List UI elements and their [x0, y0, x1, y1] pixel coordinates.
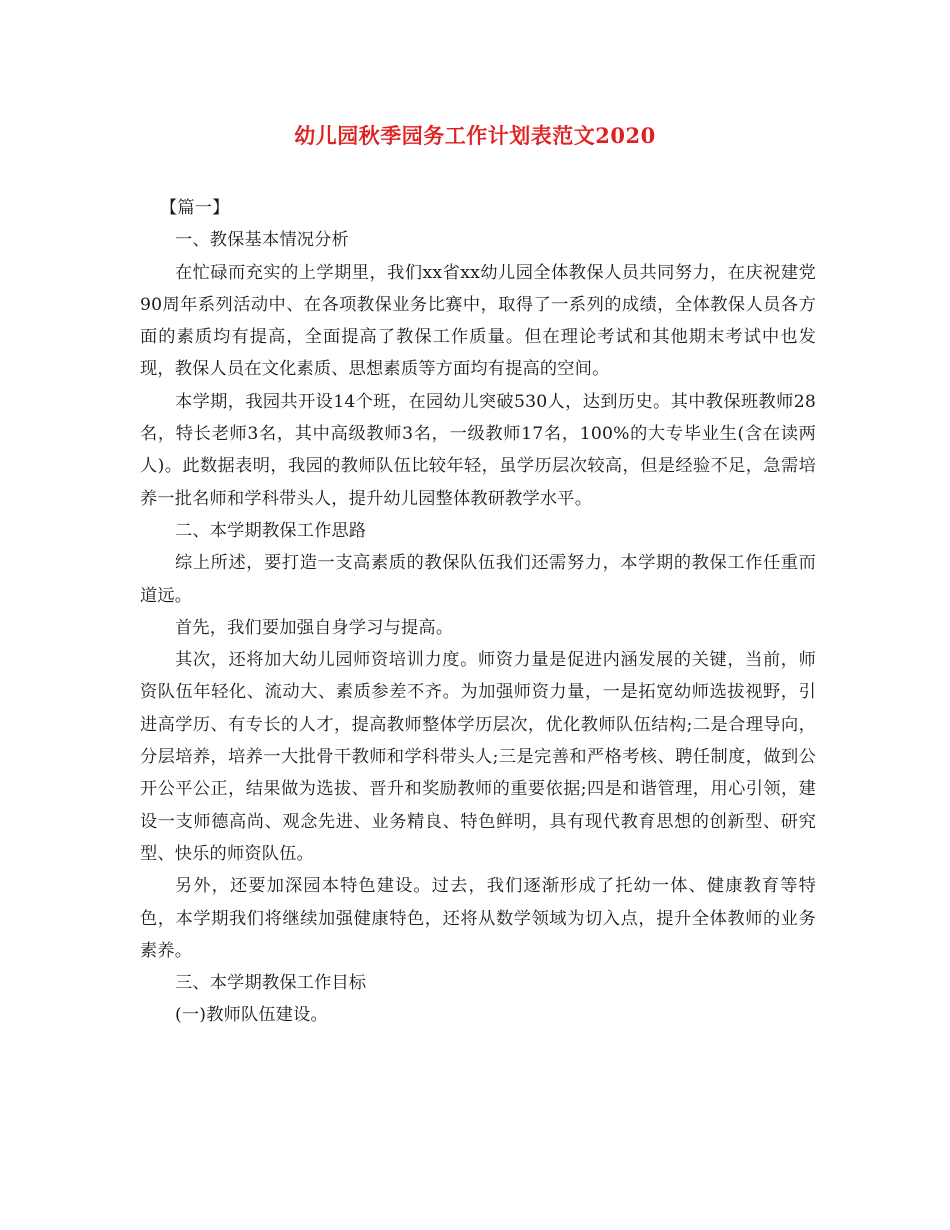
paragraph: 其次，还将加大幼儿园师资培训力度。师资力量是促进内涵发展的关键，当前，师资队伍年轻化、流动大、素质参差不齐。为加强师资力量，一是拓宽幼师选拔视野，引进高学历、有专长的人才，提高教师整体学历层次，优化教师队伍结构;二是合理导向，分层培养，培养一大批骨干教师和学科带头人;三是完善和严格考核、聘任制度，做到公开公平公正，结果做为选拔、晋升和奖励教师的重要依据;四是和谐管理，用心引领，建设一支师德高尚、观念先进、业务精良、特色鲜明，具有现代教育思想的创新型、研究型、快乐的师资队伍。: [140, 650, 816, 864]
section-marker: 【篇一】: [160, 198, 230, 218]
page-title: 幼儿园秋季园务工作计划表范文2020: [294, 123, 656, 148]
paragraph: 二、本学期教保工作思路: [175, 520, 367, 541]
paragraph: 本学期，我园共开设14个班，在园幼儿突破530人，达到历史。其中教保班教师28名，特长老师3名，其中高级教师3名，一级教师17名，100%的大专毕业生(含在读两人)。此数据表明，我园的教师队伍比较年轻，虽学历层次较高，但是经验不足，急需培养一批名师和学科带头人，提升幼儿园整体教研教学水平。: [140, 391, 816, 509]
paragraph: 另外，还要加深园本特色建设。过去，我们逐渐形成了托幼一体、健康教育等特色，本学期我们将继续加强健康特色，还将从数学领域为切入点，提升全体教师的业务素养。: [140, 876, 816, 961]
paragraph: 一、教保基本情况分析: [175, 230, 349, 251]
paragraph: 三、本学期教保工作目标: [175, 973, 367, 994]
paragraph: 首先，我们要加强自身学习与提高。: [175, 617, 454, 638]
document-body: [140, 192, 816, 1032]
paragraph: (一)教师队伍建设。: [175, 1005, 328, 1026]
paragraph: 在忙碌而充实的上学期里，我们xx省xx幼儿园全体教保人员共同努力，在庆祝建党90周年系列活动中、在各项教保业务比赛中，取得了一系列的成绩，全体教保人员各方面的素质均有提高，全面提高了教保工作质量。但在理论考试和其他期末考试中也发现，教保人员在文化素质、思想素质等方面均有提高的空间。: [140, 262, 816, 380]
paragraph: 综上所述，要打造一支高素质的教保队伍我们还需努力，本学期的教保工作任重而道远。: [140, 553, 816, 606]
